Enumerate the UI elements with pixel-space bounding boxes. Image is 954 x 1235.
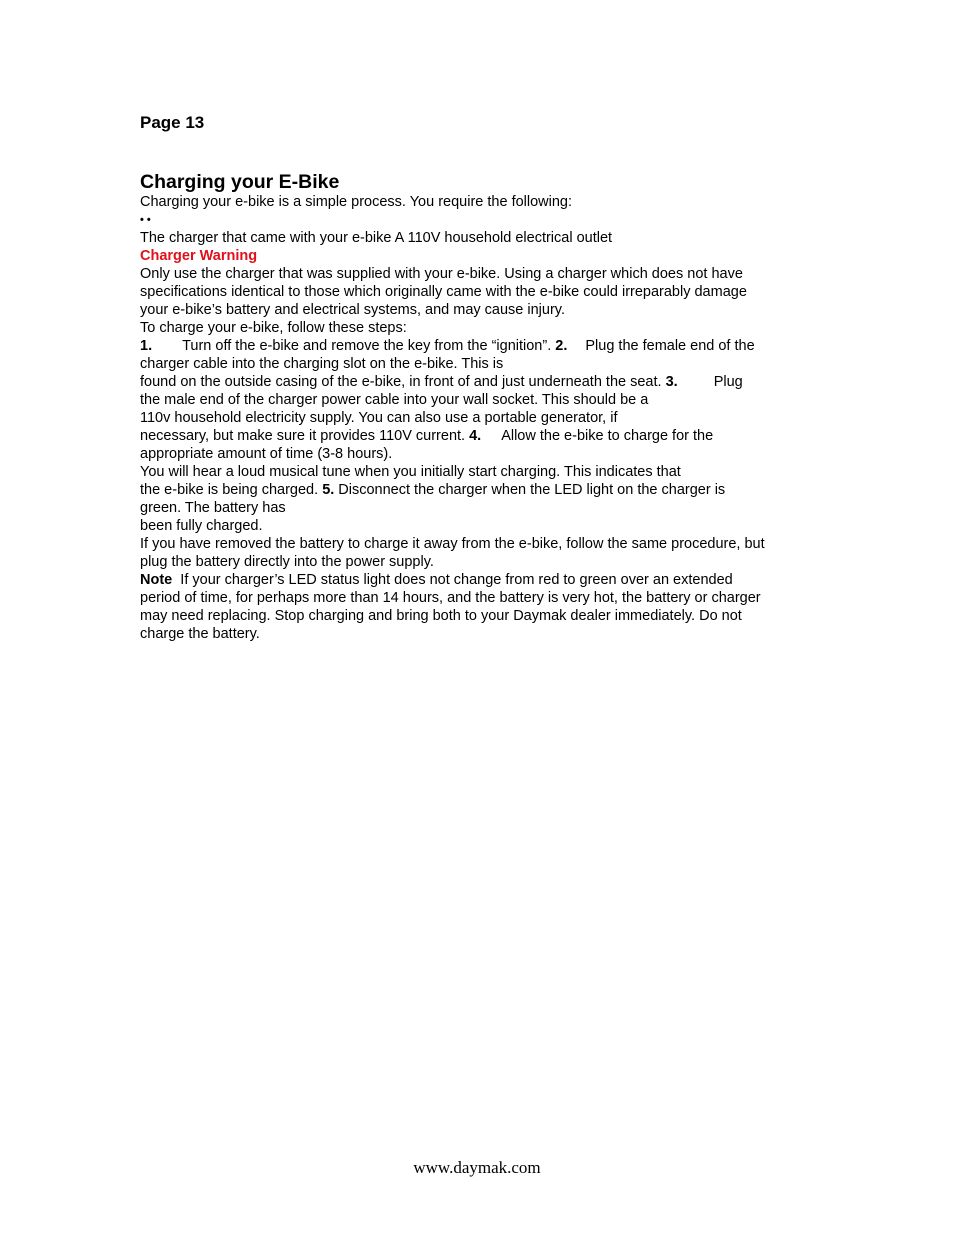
note-text: period of time, for perhaps more than 14 hours, and the battery is very hot, the battery or charger bbox=[140, 590, 761, 606]
warning-line: your e-bike’s battery and electrical systems, and may cause injury. bbox=[140, 302, 565, 318]
steps-line bbox=[140, 427, 820, 445]
step-text: found on the outside casing of the e-bike, in front of and just underneath the seat. bbox=[140, 374, 662, 390]
step-text: the e-bike is being charged. bbox=[140, 482, 319, 498]
removed-battery-line: If you have removed the battery to charge it away from the e-bike, follow the same procedure, but bbox=[140, 536, 765, 552]
steps-line bbox=[140, 481, 820, 499]
step-text: You will hear a loud musical tune when you initially start charging. This indicates that bbox=[140, 464, 681, 480]
step-text: been fully charged. bbox=[140, 518, 263, 534]
removed-battery-line: plug the battery directly into the power supply. bbox=[140, 554, 434, 570]
step-number: 5. bbox=[322, 482, 335, 498]
steps-line bbox=[140, 337, 820, 355]
step-text: green. The battery has bbox=[140, 500, 286, 516]
step-number: 4. bbox=[469, 428, 482, 444]
section-title: Charging your E-Bike bbox=[140, 171, 340, 193]
steps-line bbox=[140, 373, 820, 391]
requirements-text: The charger that came with your e-bike A 110V household electrical outlet bbox=[140, 230, 613, 246]
step-text: necessary, but make sure it provides 110V current. bbox=[140, 428, 466, 444]
step-number: 2. bbox=[555, 338, 568, 354]
step-text: Disconnect the charger when the LED light on the charger is bbox=[338, 482, 726, 498]
step-number: 3. bbox=[665, 374, 678, 390]
warning-heading: Charger Warning bbox=[140, 248, 258, 264]
step-text: the male end of the charger power cable into your wall socket. This should be a bbox=[140, 392, 649, 408]
note-text: may need replacing. Stop charging and bring both to your Daymak dealer immediately. Do not bbox=[140, 608, 742, 624]
step-number: 1. bbox=[140, 338, 153, 354]
note-text: charge the battery. bbox=[140, 626, 260, 642]
step-text: Plug the female end of the bbox=[585, 338, 755, 354]
intro-text: Charging your e-bike is a simple process. You require the following: bbox=[140, 194, 573, 210]
note-label: Note bbox=[140, 572, 173, 588]
bullet-markers: • • bbox=[140, 214, 151, 226]
footer-url: www.daymak.com bbox=[413, 1158, 541, 1177]
steps-intro: To charge your e-bike, follow these steps: bbox=[140, 320, 407, 336]
warning-line: Only use the charger that was supplied with your e-bike. Using a charger which does not have bbox=[140, 266, 743, 282]
step-text: Allow the e-bike to charge for the bbox=[501, 428, 714, 444]
note-text: If your charger’s LED status light does not change from red to green over an extended bbox=[180, 572, 733, 588]
page-content bbox=[140, 113, 820, 643]
step-text: Turn off the e-bike and remove the key from the “ignition”. bbox=[182, 338, 552, 354]
page-number: Page 13 bbox=[140, 113, 205, 132]
step-text: Plug bbox=[713, 374, 743, 390]
warning-line: specifications identical to those which originally came with the e-bike could irreparably damage bbox=[140, 284, 747, 300]
step-text: appropriate amount of time (3-8 hours). bbox=[140, 446, 393, 462]
step-text: charger cable into the charging slot on the e-bike. This is bbox=[140, 356, 504, 372]
step-text: 110v household electricity supply. You can also use a portable generator, if bbox=[140, 410, 618, 426]
note-line bbox=[140, 571, 820, 589]
